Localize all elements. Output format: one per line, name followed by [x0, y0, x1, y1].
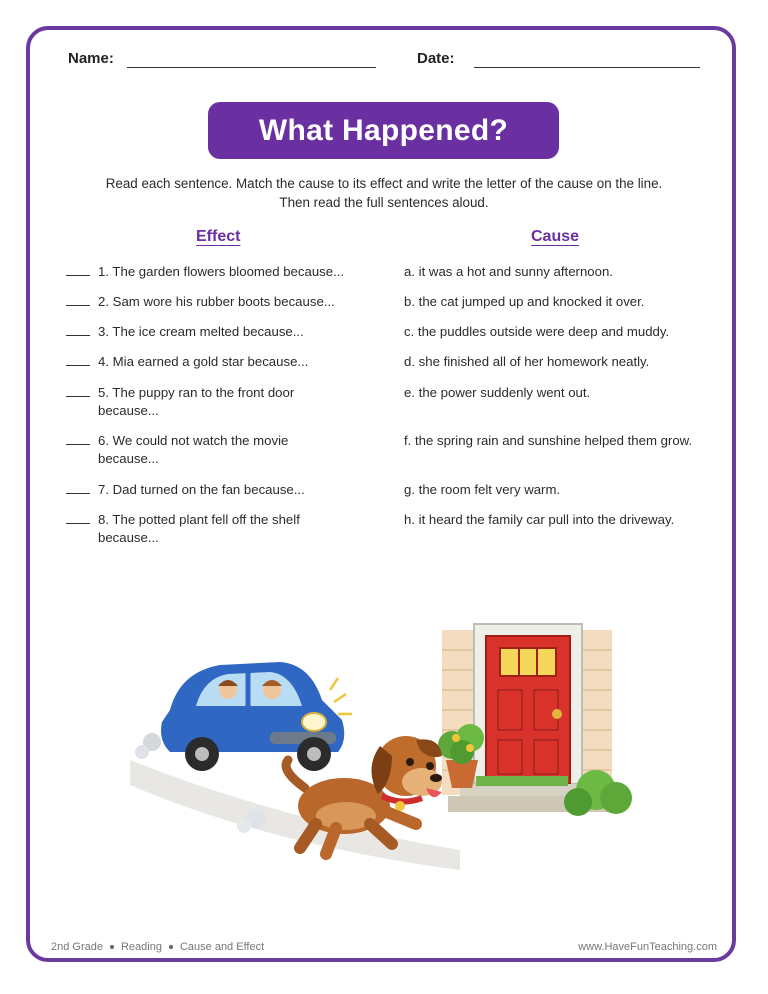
- cause-item: g. the room felt very warm.: [404, 482, 561, 497]
- subject-label: Reading: [120, 941, 162, 953]
- date-label: Date:: [417, 50, 455, 67]
- answer-blank[interactable]: [66, 444, 90, 445]
- website-link[interactable]: www.HaveFunTeaching.com: [578, 941, 717, 953]
- page-title: What Happened?: [258, 113, 509, 147]
- answer-blank[interactable]: [66, 493, 90, 494]
- date-line[interactable]: [474, 67, 700, 68]
- bullet-icon: [110, 945, 114, 949]
- cause-item: b. the cat jumped up and knocked it over.: [404, 294, 645, 309]
- effect-item: 7. Dad turned on the fan because...: [66, 481, 366, 499]
- effect-item: 4. Mia earned a gold star because...: [66, 353, 366, 371]
- effect-item: 6. We could not watch the movie because...: [66, 432, 326, 468]
- topic-label: Cause and Effect: [179, 941, 265, 953]
- effect-heading: Effect: [196, 228, 241, 245]
- cause-item: c. the puddles outside were deep and muddy.: [404, 324, 670, 339]
- bullet-icon: [169, 945, 173, 949]
- answer-blank[interactable]: [66, 523, 90, 524]
- cause-item: f. the spring rain and sunshine helped them grow.: [404, 433, 693, 448]
- cause-item: d. she finished all of her homework neatly.: [404, 354, 650, 369]
- effect-item: 1. The garden flowers bloomed because...: [66, 263, 366, 281]
- answer-blank[interactable]: [66, 275, 90, 276]
- cause-item: h. it heard the family car pull into the driveway.: [404, 512, 675, 527]
- name-line[interactable]: [127, 67, 376, 68]
- cause-item: a. it was a hot and sunny afternoon.: [404, 264, 613, 279]
- blue-car-icon: [135, 662, 352, 771]
- footer-meta: [51, 941, 264, 953]
- name-label: Name:: [68, 50, 114, 67]
- grade-label: 2nd Grade: [51, 941, 103, 953]
- instructions: Read each sentence. Match the cause to its effect and write the letter of the cause on the line. Then read the full sentences aloud.: [105, 176, 663, 210]
- answer-blank[interactable]: [66, 365, 90, 366]
- cause-heading: Cause: [531, 228, 580, 245]
- effect-item: 5. The puppy ran to the front door because...: [66, 384, 326, 420]
- answer-blank[interactable]: [66, 335, 90, 336]
- answer-blank[interactable]: [66, 396, 90, 397]
- puppy-car-door-illustration: [130, 610, 650, 880]
- title-banner: [208, 102, 559, 159]
- effect-item: 3. The ice cream melted because...: [66, 323, 366, 341]
- answer-blank[interactable]: [66, 305, 90, 306]
- effect-item: 8. The potted plant fell off the shelf because...: [66, 511, 346, 547]
- cause-item: e. the power suddenly went out.: [404, 385, 591, 400]
- effect-item: 2. Sam wore his rubber boots because...: [66, 293, 366, 311]
